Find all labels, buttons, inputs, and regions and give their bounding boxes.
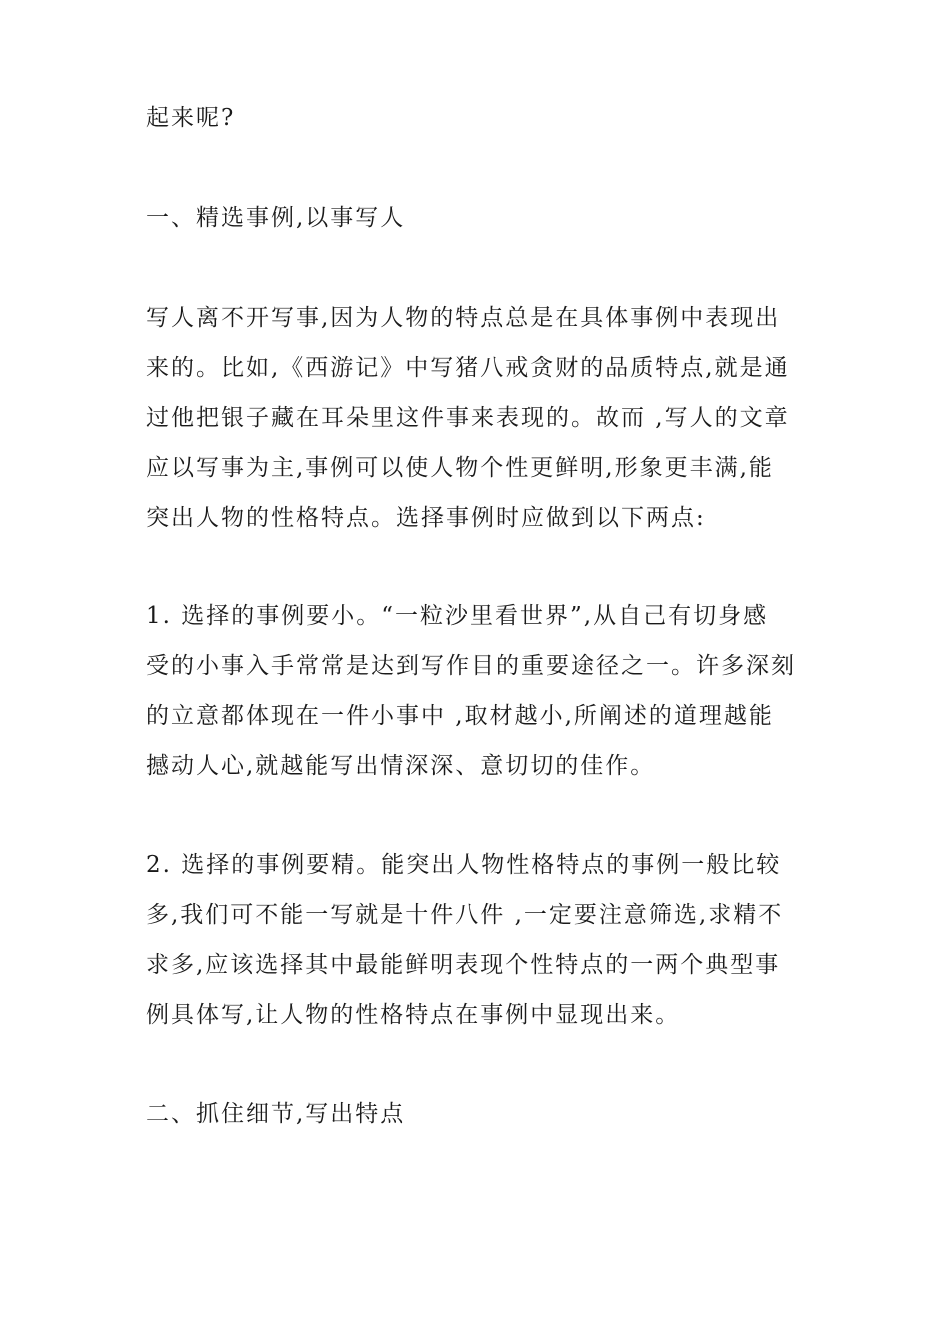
text-line: 多,我们可不能一写就是十件八件 ,一定要注意筛选,求精不 [146,902,784,928]
paragraph-point-2 [146,840,812,1040]
text-line: 1. 选择的事例要小。“一粒沙里看世界”,从自己有切身感 [146,603,769,629]
heading-text: 一、精选事例,以事写人 [146,205,406,231]
text-line: 过他把银子藏在耳朵里这件事来表现的。故而 ,写人的文章 [146,405,790,431]
text-line: 起来呢? [146,105,236,131]
text-line: 的立意都体现在一件小事中 ,取材越小,所阐述的道理越能 [146,703,774,729]
text-line: 例具体写,让人物的性格特点在事例中显现出来。 [146,1002,681,1028]
paragraph-select-examples [146,293,812,543]
text-line: 求多,应该选择其中最能鲜明表现个性特点的一两个典型事 [146,952,781,978]
section-heading-1 [146,193,812,243]
intro-tail-text [146,93,812,143]
text-line: 应以写事为主,事例可以使人物个性更鲜明,形象更丰满,能 [146,455,774,481]
heading-text: 二、抓住细节,写出特点 [146,1101,406,1127]
text-line: 写人离不开写事,因为人物的特点总是在具体事例中表现出 [146,305,781,331]
text-line: 突出人物的性格特点。选择事例时应做到以下两点: [146,505,706,531]
text-line: 来的。比如,《西游记》中写猪八戒贪财的品质特点,就是通 [146,355,790,381]
paragraph-point-1 [146,591,812,791]
text-line: 2. 选择的事例要精。能突出人物性格特点的事例一般比较 [146,852,782,878]
text-line: 受的小事入手常常是达到写作目的重要途径之一。许多深刻 [146,653,796,679]
section-heading-2 [146,1089,812,1139]
text-line: 撼动人心,就越能写出情深深、意切切的佳作。 [146,753,656,779]
